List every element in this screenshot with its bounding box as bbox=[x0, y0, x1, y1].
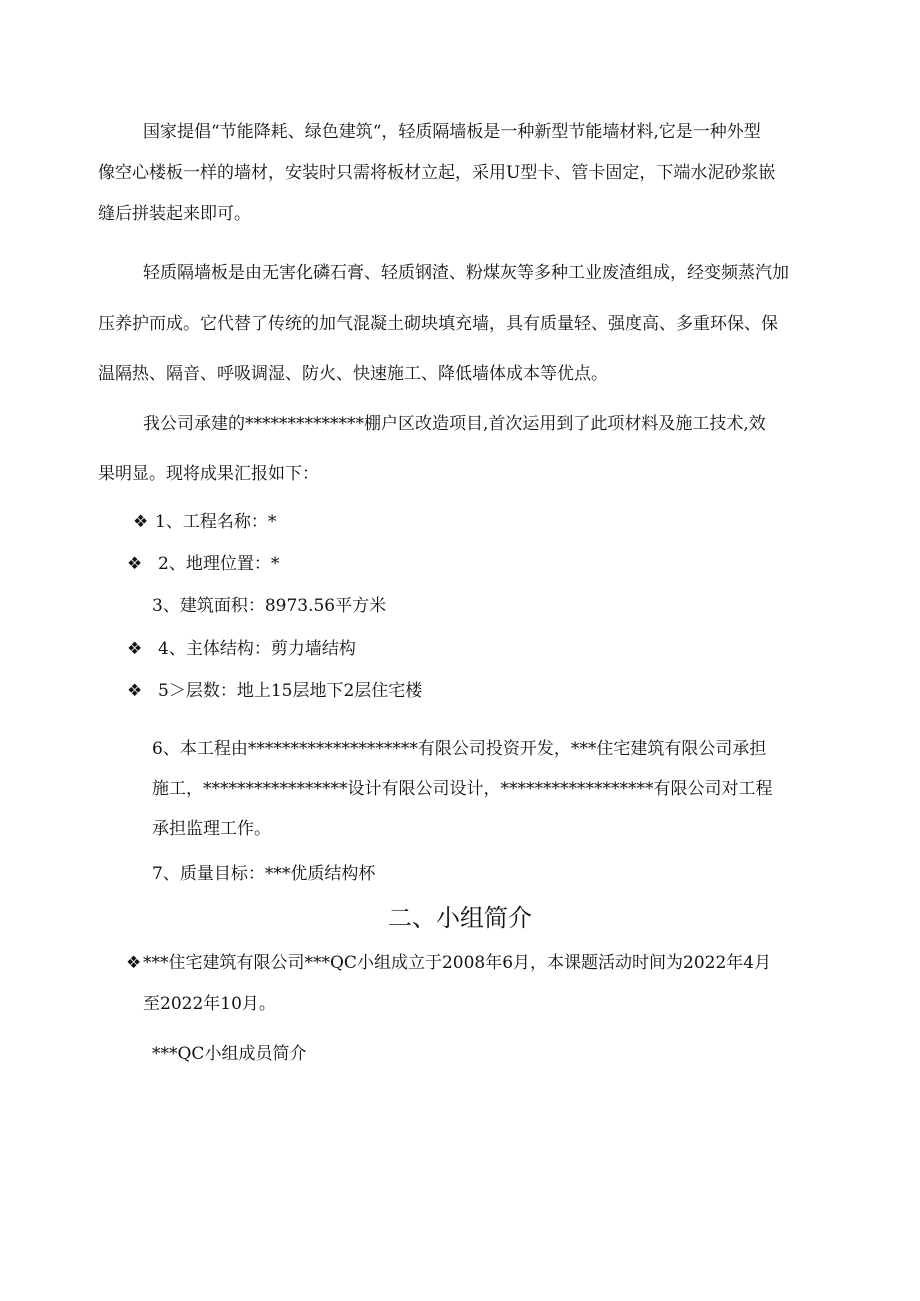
intro-p1-line-2: 像空心楼板一样的墙材，安装时只需将板材立起，采用U型卡、管卡固定，下端水泥砂浆嵌 bbox=[98, 163, 776, 183]
bullet-icon: ❖ bbox=[127, 681, 143, 701]
section-heading: 二、小组简介 bbox=[388, 904, 532, 932]
bullet-icon: ❖ bbox=[126, 953, 142, 973]
item-project-name: 1、工程名称：* bbox=[155, 512, 277, 532]
item-building-area: 3、建筑面积：8973.56平方米 bbox=[152, 596, 387, 616]
intro-p2-line-2: 压养护而成。它代替了传统的加气混凝土砌块填充墙，具有质量轻、强度高、多重环保、保 bbox=[98, 314, 778, 334]
intro-p3-line-2: 果明显。现将成果汇报如下： bbox=[98, 464, 319, 484]
bullet-icon: ❖ bbox=[127, 639, 143, 659]
item-parties-line-1: 6、本工程由********************有限公司投资开发，***住宅建筑有限公司承担 bbox=[152, 739, 767, 759]
item-parties-line-3: 承担监理工作。 bbox=[152, 819, 271, 839]
item-location: 2、地理位置：* bbox=[158, 554, 280, 574]
group-intro-line-2: 至2022年10月。 bbox=[143, 994, 276, 1014]
item-floors: 5＞层数：地上15层地下2层住宅楼 bbox=[158, 681, 423, 701]
bullet-icon: ❖ bbox=[127, 554, 143, 574]
bullet-icon: ❖ bbox=[133, 512, 149, 532]
item-parties-line-2: 施工，*****************设计有限公司设计，******************有限公司对工程 bbox=[152, 779, 773, 799]
item-main-structure: 4、主体结构：剪力墙结构 bbox=[158, 639, 356, 659]
item-quality-target: 7、质量目标：***优质结构杯 bbox=[152, 864, 376, 884]
intro-p2-line-3: 温隔热、隔音、呼吸调湿、防火、快速施工、降低墙体成本等优点。 bbox=[98, 364, 608, 384]
group-members-title: ***QC小组成员简介 bbox=[152, 1044, 307, 1064]
intro-p3-line-1: 我公司承建的**************棚户区改造项目,首次运用到了此项材料及施工技术,效 bbox=[143, 414, 766, 434]
intro-p1-line-1: 国家提倡“节能降耗、绿色建筑“，轻质隔墙板是一种新型节能墙材料,它是一种外型 bbox=[143, 122, 761, 142]
group-intro-line-1: ***住宅建筑有限公司***QC小组成立于2008年6月，本课题活动时间为2022年4月 bbox=[143, 953, 772, 973]
intro-p1-line-3: 缝后拼装起来即可。 bbox=[98, 204, 251, 224]
intro-p2-line-1: 轻质隔墙板是由无害化磷石膏、轻质钢渣、粉煤灰等多种工业废渣组成，经变频蒸汽加 bbox=[143, 263, 789, 283]
